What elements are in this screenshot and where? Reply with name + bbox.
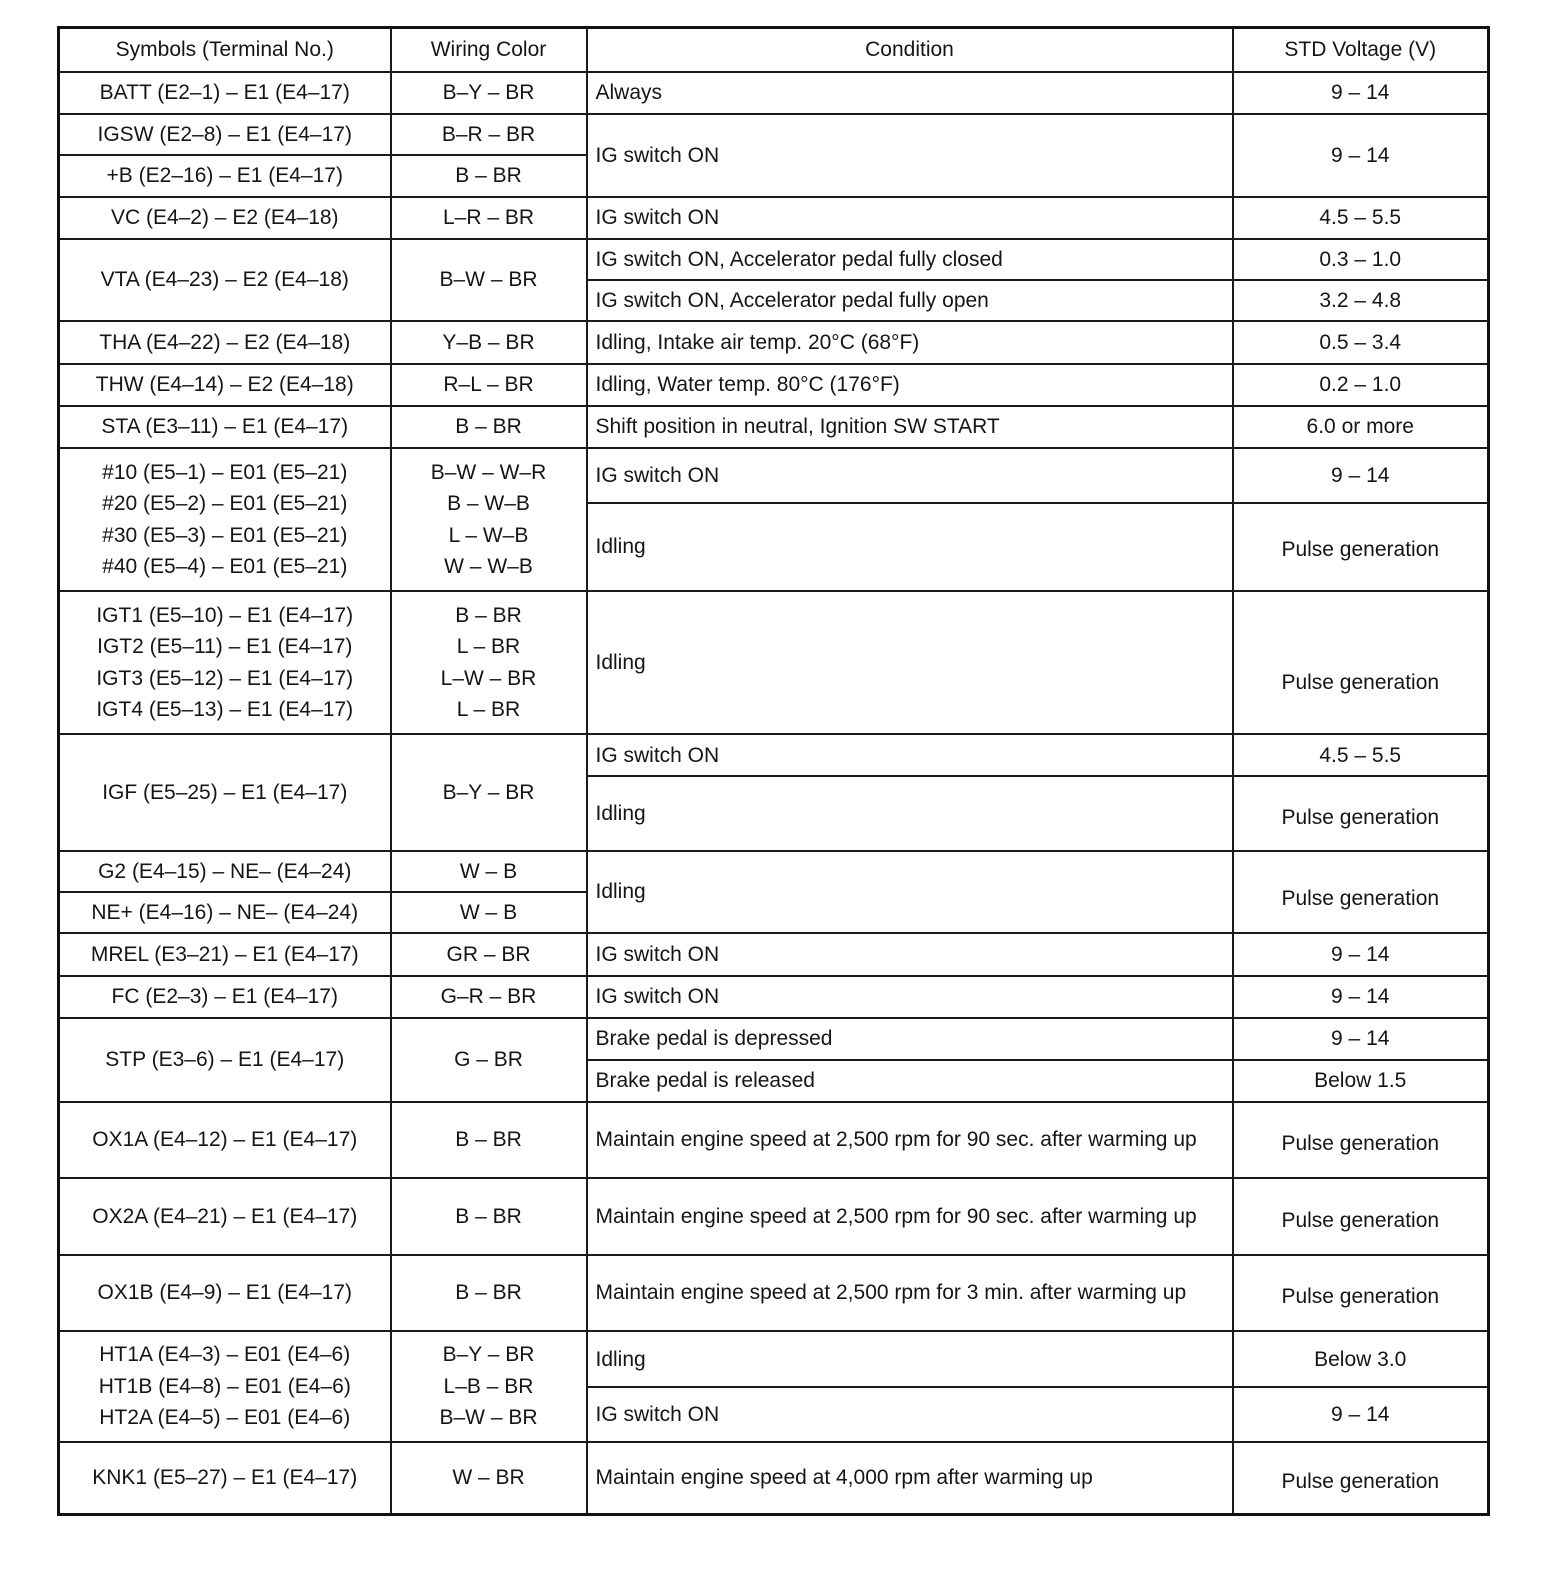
symbol-cell: OX2A (E4–21) – E1 (E4–17) — [59, 1178, 391, 1255]
voltage-cell: 4.5 – 5.5 — [1233, 734, 1489, 776]
symbol-line: HT1A (E4–3) – E01 (E4–6) — [99, 1343, 351, 1367]
wiring-cell: B–R – BR — [391, 114, 587, 155]
voltage-cell: 0.5 – 3.4 — [1233, 321, 1489, 363]
symbol-line: IGT2 (E5–11) – E1 (E4–17) — [97, 635, 353, 659]
table-row-vc — [59, 197, 1489, 239]
wiring-cell — [391, 1331, 587, 1442]
table-row-fc — [59, 976, 1489, 1018]
wiring-cell: W – B — [391, 851, 587, 892]
symbol-cell: NE+ (E4–16) – NE– (E4–24) — [59, 892, 391, 933]
symbol-cell: THA (E4–22) – E2 (E4–18) — [59, 321, 391, 363]
voltage-cell: Pulse generation — [1233, 1102, 1489, 1179]
wiring-line: W – W–B — [444, 555, 533, 579]
wiring-line: B–W – BR — [439, 1406, 538, 1430]
symbol-line: HT2A (E4–5) – E01 (E4–6) — [99, 1406, 351, 1430]
condition-cell: IG switch ON — [587, 976, 1233, 1018]
condition-cell: Maintain engine speed at 4,000 rpm after warming up — [587, 1442, 1233, 1515]
symbol-line: HT1B (E4–8) – E01 (E4–6) — [98, 1374, 351, 1398]
symbol-line: IGT3 (E5–12) – E1 (E4–17) — [96, 666, 354, 690]
condition-cell: IG switch ON — [587, 734, 1233, 776]
symbol-cell: OX1B (E4–9) – E1 (E4–17) — [59, 1255, 391, 1332]
table-row-heaters — [59, 1331, 1489, 1387]
header-wiring-color: Wiring Color — [391, 28, 587, 72]
symbol-cell: IGF (E5–25) – E1 (E4–17) — [59, 734, 391, 851]
wiring-line: B – W–B — [447, 492, 530, 516]
condition-cell: Maintain engine speed at 2,500 rpm for 3 min. after warming up — [587, 1255, 1233, 1332]
terminal-voltage-document — [57, 26, 1487, 1516]
condition-cell: Maintain engine speed at 2,500 rpm for 90 sec. after warming up — [587, 1102, 1233, 1179]
symbol-line: #30 (E5–3) – E01 (E5–21) — [102, 523, 348, 547]
table-row-igf — [59, 734, 1489, 776]
table-row-vta — [59, 239, 1489, 280]
symbol-line: #10 (E5–1) – E01 (E5–21) — [102, 460, 348, 484]
wiring-cell: W – B — [391, 892, 587, 933]
header-condition: Condition — [587, 28, 1233, 72]
condition-cell: IG switch ON — [587, 1387, 1233, 1441]
wiring-line: B – BR — [455, 603, 522, 627]
voltage-cell: 3.2 – 4.8 — [1233, 280, 1489, 321]
condition-cell: Idling — [587, 503, 1233, 592]
condition-cell: Maintain engine speed at 2,500 rpm for 90 sec. after warming up — [587, 1178, 1233, 1255]
wiring-cell: B – BR — [391, 1178, 587, 1255]
condition-cell: Brake pedal is depressed — [587, 1018, 1233, 1060]
symbol-cell: MREL (E3–21) – E1 (E4–17) — [59, 933, 391, 975]
condition-cell: Idling — [587, 776, 1233, 851]
table-row-mrel — [59, 933, 1489, 975]
voltage-cell: 9 – 14 — [1233, 72, 1489, 114]
symbol-line: IGT1 (E5–10) – E1 (E4–17) — [96, 603, 354, 627]
wiring-cell: B–Y – BR — [391, 72, 587, 114]
terminal-voltage-table — [57, 26, 1490, 1516]
symbol-cell: G2 (E4–15) – NE– (E4–24) — [59, 851, 391, 892]
symbol-cell: VC (E4–2) – E2 (E4–18) — [59, 197, 391, 239]
table-row-ox2a — [59, 1178, 1489, 1255]
wiring-cell: B–Y – BR — [391, 734, 587, 851]
wiring-cell — [391, 591, 587, 734]
condition-cell: Always — [587, 72, 1233, 114]
condition-cell: IG switch ON — [587, 933, 1233, 975]
symbol-cell — [59, 1331, 391, 1442]
condition-cell: Shift position in neutral, Ignition SW START — [587, 406, 1233, 448]
symbol-cell: BATT (E2–1) – E1 (E4–17) — [59, 72, 391, 114]
wiring-cell: B – BR — [391, 1102, 587, 1179]
wiring-line: L–W – BR — [440, 666, 537, 690]
symbol-cell: IGSW (E2–8) – E1 (E4–17) — [59, 114, 391, 155]
table-row-injectors — [59, 448, 1489, 502]
wiring-line: B–Y – BR — [442, 1343, 535, 1367]
table-row-igt — [59, 591, 1489, 734]
symbol-cell — [59, 591, 391, 734]
table-row-ox1a — [59, 1102, 1489, 1179]
table-row-knk1 — [59, 1442, 1489, 1515]
symbol-line: IGT4 (E5–13) – E1 (E4–17) — [96, 698, 354, 722]
condition-cell: IG switch ON, Accelerator pedal fully open — [587, 280, 1233, 321]
symbol-cell — [59, 448, 391, 591]
voltage-cell: Below 1.5 — [1233, 1060, 1489, 1101]
wiring-cell: B – BR — [391, 1255, 587, 1332]
condition-cell: Idling, Intake air temp. 20°C (68°F) — [587, 321, 1233, 363]
condition-cell: Idling, Water temp. 80°C (176°F) — [587, 364, 1233, 406]
voltage-cell: 4.5 – 5.5 — [1233, 197, 1489, 239]
symbol-cell: KNK1 (E5–27) – E1 (E4–17) — [59, 1442, 391, 1515]
table-row-sta — [59, 406, 1489, 448]
wiring-cell: B – BR — [391, 155, 587, 196]
condition-cell: Brake pedal is released — [587, 1060, 1233, 1101]
wiring-cell: L–R – BR — [391, 197, 587, 239]
condition-cell: Idling — [587, 591, 1233, 734]
table-row-tha — [59, 321, 1489, 363]
voltage-cell: Pulse generation — [1233, 1255, 1489, 1332]
voltage-cell: 9 – 14 — [1233, 1018, 1489, 1060]
symbol-line: #20 (E5–2) – E01 (E5–21) — [102, 492, 348, 516]
condition-cell: IG switch ON — [587, 448, 1233, 502]
symbol-cell: +B (E2–16) – E1 (E4–17) — [59, 155, 391, 196]
symbol-line: #40 (E5–4) – E01 (E5–21) — [102, 555, 348, 579]
voltage-cell: 9 – 14 — [1233, 448, 1489, 502]
wiring-cell: Y–B – BR — [391, 321, 587, 363]
condition-cell: IG switch ON, Accelerator pedal fully closed — [587, 239, 1233, 280]
table-row-thw — [59, 364, 1489, 406]
wiring-cell: W – BR — [391, 1442, 587, 1515]
wiring-line: L – BR — [456, 635, 521, 659]
voltage-cell: 9 – 14 — [1233, 976, 1489, 1018]
symbol-cell: OX1A (E4–12) – E1 (E4–17) — [59, 1102, 391, 1179]
wiring-cell: GR – BR — [391, 933, 587, 975]
wiring-line: L – W–B — [448, 523, 529, 547]
wiring-cell: G–R – BR — [391, 976, 587, 1018]
wiring-cell: B–W – BR — [391, 239, 587, 322]
voltage-cell: 0.3 – 1.0 — [1233, 239, 1489, 280]
wiring-cell: R–L – BR — [391, 364, 587, 406]
voltage-cell: Pulse generation — [1233, 1178, 1489, 1255]
voltage-cell: 0.2 – 1.0 — [1233, 364, 1489, 406]
wiring-cell: G – BR — [391, 1018, 587, 1102]
table-row-g2 — [59, 851, 1489, 892]
voltage-cell: 9 – 14 — [1233, 1387, 1489, 1441]
wiring-cell — [391, 448, 587, 591]
header-row — [59, 28, 1489, 72]
voltage-cell: 9 – 14 — [1233, 933, 1489, 975]
symbol-cell: VTA (E4–23) – E2 (E4–18) — [59, 239, 391, 322]
voltage-cell: Pulse generation — [1233, 503, 1489, 592]
voltage-cell: Pulse generation — [1233, 591, 1489, 734]
header-std-voltage: STD Voltage (V) — [1233, 28, 1489, 72]
voltage-cell: 9 – 14 — [1233, 114, 1489, 197]
wiring-line: B–W – W–R — [430, 460, 547, 484]
voltage-cell: Pulse generation — [1233, 851, 1489, 934]
voltage-cell: Pulse generation — [1233, 1442, 1489, 1515]
condition-cell: IG switch ON — [587, 114, 1233, 197]
table-row-igsw — [59, 114, 1489, 155]
table-row-stp — [59, 1018, 1489, 1060]
wiring-line: L – BR — [456, 698, 521, 722]
header-symbols: Symbols (Terminal No.) — [59, 28, 391, 72]
wiring-line: L–B – BR — [443, 1374, 534, 1398]
table-row-ox1b — [59, 1255, 1489, 1332]
wiring-cell: B – BR — [391, 406, 587, 448]
voltage-cell: 6.0 or more — [1233, 406, 1489, 448]
symbol-cell: STA (E3–11) – E1 (E4–17) — [59, 406, 391, 448]
table-row-batt — [59, 72, 1489, 114]
symbol-cell: THW (E4–14) – E2 (E4–18) — [59, 364, 391, 406]
symbol-cell: STP (E3–6) – E1 (E4–17) — [59, 1018, 391, 1102]
condition-cell: Idling — [587, 1331, 1233, 1387]
voltage-cell: Below 3.0 — [1233, 1331, 1489, 1387]
symbol-cell: FC (E2–3) – E1 (E4–17) — [59, 976, 391, 1018]
voltage-cell: Pulse generation — [1233, 776, 1489, 851]
condition-cell: IG switch ON — [587, 197, 1233, 239]
condition-cell: Idling — [587, 851, 1233, 934]
